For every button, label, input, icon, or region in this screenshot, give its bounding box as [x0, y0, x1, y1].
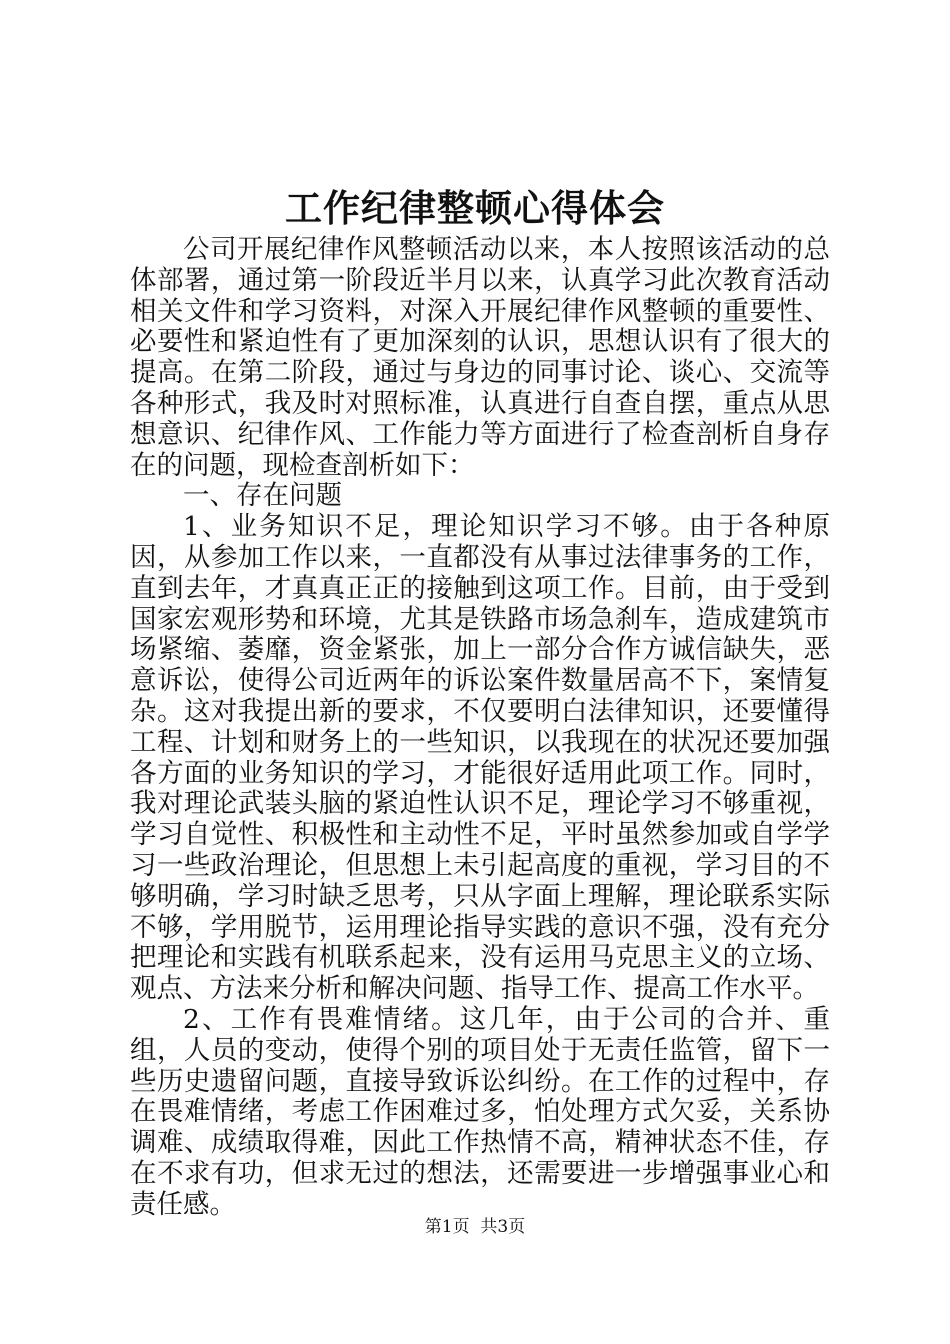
paragraph-intro: 公司开展纪律作风整顿活动以来，本人按照该活动的总体部署，通过第一阶段近半月以来，认真学习此次教育活动相关文件和学习资料，对深入开展纪律作风整顿的重要性、必要性和紧迫性有了更加深刻的认识，思想认识有了很大的提高。在第二阶段，通过与身边的同事讨论、谈心、交流等各种形式，我及时对照标准，认真进行自查自摆，重点从思想意识、纪律作风、工作能力等方面进行了检查剖析自身存在的问题，现检查剖析如下： — [130, 234, 830, 481]
paragraph-point-2: 2、工作有畏难情绪。这几年，由于公司的合并、重组，人员的变动，使得个别的项目处于无责任监管，留下一些历史遗留问题，直接导致诉讼纠纷。在工作的过程中，存在畏难情绪，考虑工作困难过多，怕处理方式欠妥，关系协调难、成绩取得难，因此工作热情不高，精神状态不佳，存在不求有功，但求无过的想法，还需要进一步增强事业心和责任感。 — [130, 1003, 830, 1220]
paragraph-point-1: 1、业务知识不足，理论知识学习不够。由于各种原因，从参加工作以来，一直都没有从事过法律事务的工作，直到去年，才真真正正的接触到这项工作。目前，由于受到国家宏观形势和环境，尤其是铁路市场急刹车，造成建筑市场紧缩、萎靡，资金紧张，加上一部分合作方诚信缺失，恶意诉讼，使得公司近两年的诉讼案件数量居高不下，案情复杂。这对我提出新的要求，不仅要明白法律知识，还要懂得工程、计划和财务上的一些知识，以我现在的状况还要加强各方面的业务知识的学习，才能很好适用此项工作。同时，我对理论武装头脑的紧迫性认识不足，理论学习不够重视，学习自觉性、积极性和主动性不足，平时虽然参加或自学学习一些政治理论，但思想上未引起高度的重视，学习目的不够明确，学习时缺乏思考，只从字面上理解，理论联系实际不够，学用脱节，运用理论指导实践的意识不强，没有充分把理论和实践有机联系起来，没有运用马克思主义的立场、观点、方法来分析和解决问题、指导工作、提高工作水平。 — [130, 511, 830, 1005]
page-number: 第1页 共3页 — [424, 1217, 526, 1237]
section-heading: 一、存在问题 — [183, 480, 342, 512]
document-title: 工作纪律整顿心得体会 — [285, 186, 665, 230]
page-footer — [0, 1215, 950, 1239]
document-body — [130, 235, 830, 1221]
